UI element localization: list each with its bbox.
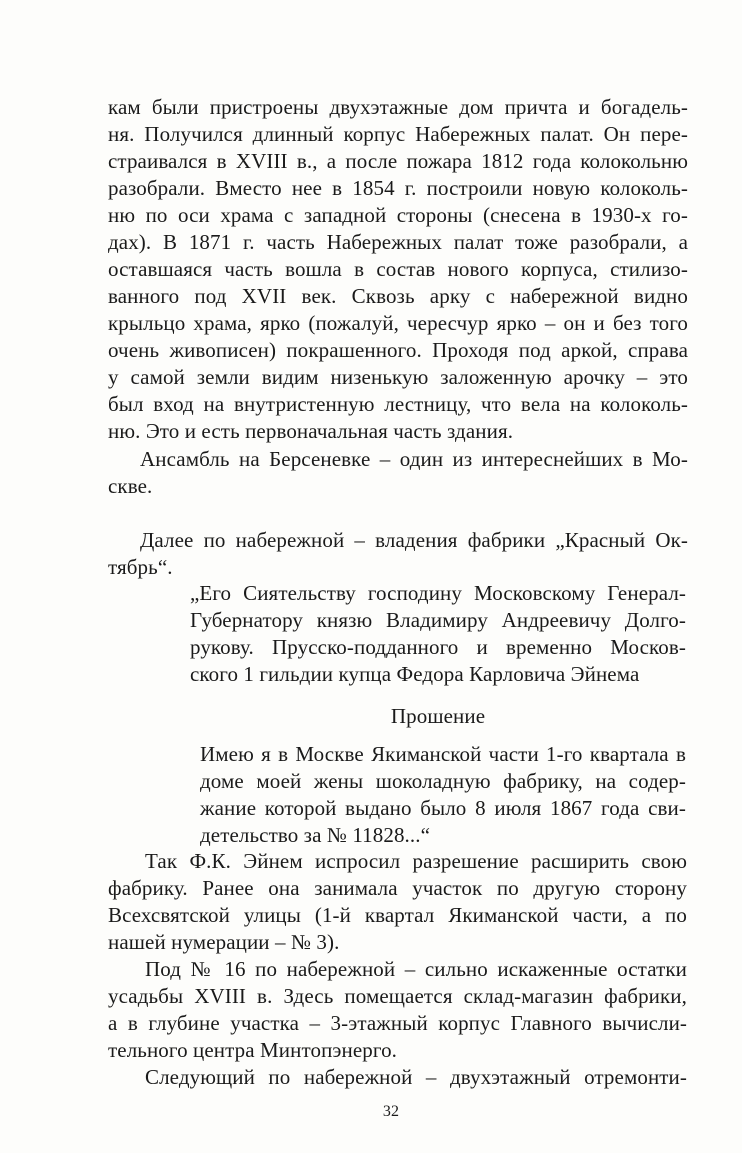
text-line: очень живописен) покрашенного. Проходя под аркой, справа xyxy=(108,338,688,362)
text-line: Далее по набережной – владения фабрики „Красный Ок- xyxy=(140,528,688,552)
quote-line: „Его Сиятельству господину Московскому Генерал- xyxy=(190,581,686,605)
quote-line: Имею я в Москве Якиманской части 1-го квартала в xyxy=(200,742,686,766)
text-line: ня. Получился длинный корпус Набережных палат. Он пере- xyxy=(108,122,688,146)
quote-line: Губернатору князю Владимиру Андреевичу Долго- xyxy=(190,608,686,632)
text-line: оставшаяся часть вошла в состав нового корпуса, стилизо- xyxy=(108,257,688,281)
text-line: нашей нумерации – № 3). xyxy=(108,930,340,954)
text-line: тельного центра Минтопэнерго. xyxy=(108,1038,398,1062)
text-line: Под № 16 по набережной – сильно искаженные остатки xyxy=(145,957,687,981)
text-line: фабрику. Ранее она занимала участок по другую сторону xyxy=(108,876,687,900)
text-line: дах). В 1871 г. часть Набережных палат тоже разобрали, а xyxy=(108,230,688,254)
quote-line: доме моей жены шоколадную фабрику, на содер- xyxy=(200,769,686,793)
quote-line: жание которой выдано было 8 июля 1867 года сви- xyxy=(200,796,686,820)
text-line: ню. Это и есть первоначальная часть здания. xyxy=(108,419,514,443)
quote-line: ского 1 гильдии купца Федора Карловича Эйнема xyxy=(190,662,640,686)
text-line: тябрь“. xyxy=(108,555,173,579)
text-line: кам были пристроены двухэтажные дом причта и богадель- xyxy=(108,95,688,119)
text-line: ванного под XVII век. Сквозь арку с набережной видно xyxy=(108,284,688,308)
text-line: Всехсвятской улицы (1-й квартал Якиманской части, а по xyxy=(108,903,687,927)
text-line: Следующий по набережной – двухэтажный отремонти- xyxy=(145,1065,687,1089)
text-line: Так Ф.К. Эйнем испросил разрешение расширить свою xyxy=(145,849,687,873)
text-line: Ансамбль на Берсеневке – один из интереснейших в Мо- xyxy=(140,447,688,471)
text-line: разобрали. Вместо нее в 1854 г. построили новую колоколь- xyxy=(108,176,688,200)
text-line: крыльцо храма, ярко (пожалуй, чересчур ярко – он и без того xyxy=(108,311,688,335)
text-line: усадьбы XVIII в. Здесь помещается склад-магазин фабрики, xyxy=(108,984,687,1008)
text-line: страивался в XVIII в., а после пожара 1812 года колокольню xyxy=(108,149,688,173)
page-number: 32 xyxy=(382,1103,400,1120)
quote-line: детельство за № 11828...“ xyxy=(200,823,431,847)
petition-heading: Прошение xyxy=(390,704,486,728)
quote-line: рукову. Прусско-подданного и временно Москов- xyxy=(190,635,686,659)
text-line: ню по оси храма с западной стороны (снесена в 1930-х го- xyxy=(108,203,688,227)
text-line: а в глубине участка – 3-этажный корпус Главного вычисли- xyxy=(108,1011,687,1035)
text-line: у самой земли видим низенькую заложенную арочку – это xyxy=(108,365,688,389)
text-line: был вход на внутристенную лестницу, что вела на колоколь- xyxy=(108,392,688,416)
text-line: скве. xyxy=(108,474,153,498)
